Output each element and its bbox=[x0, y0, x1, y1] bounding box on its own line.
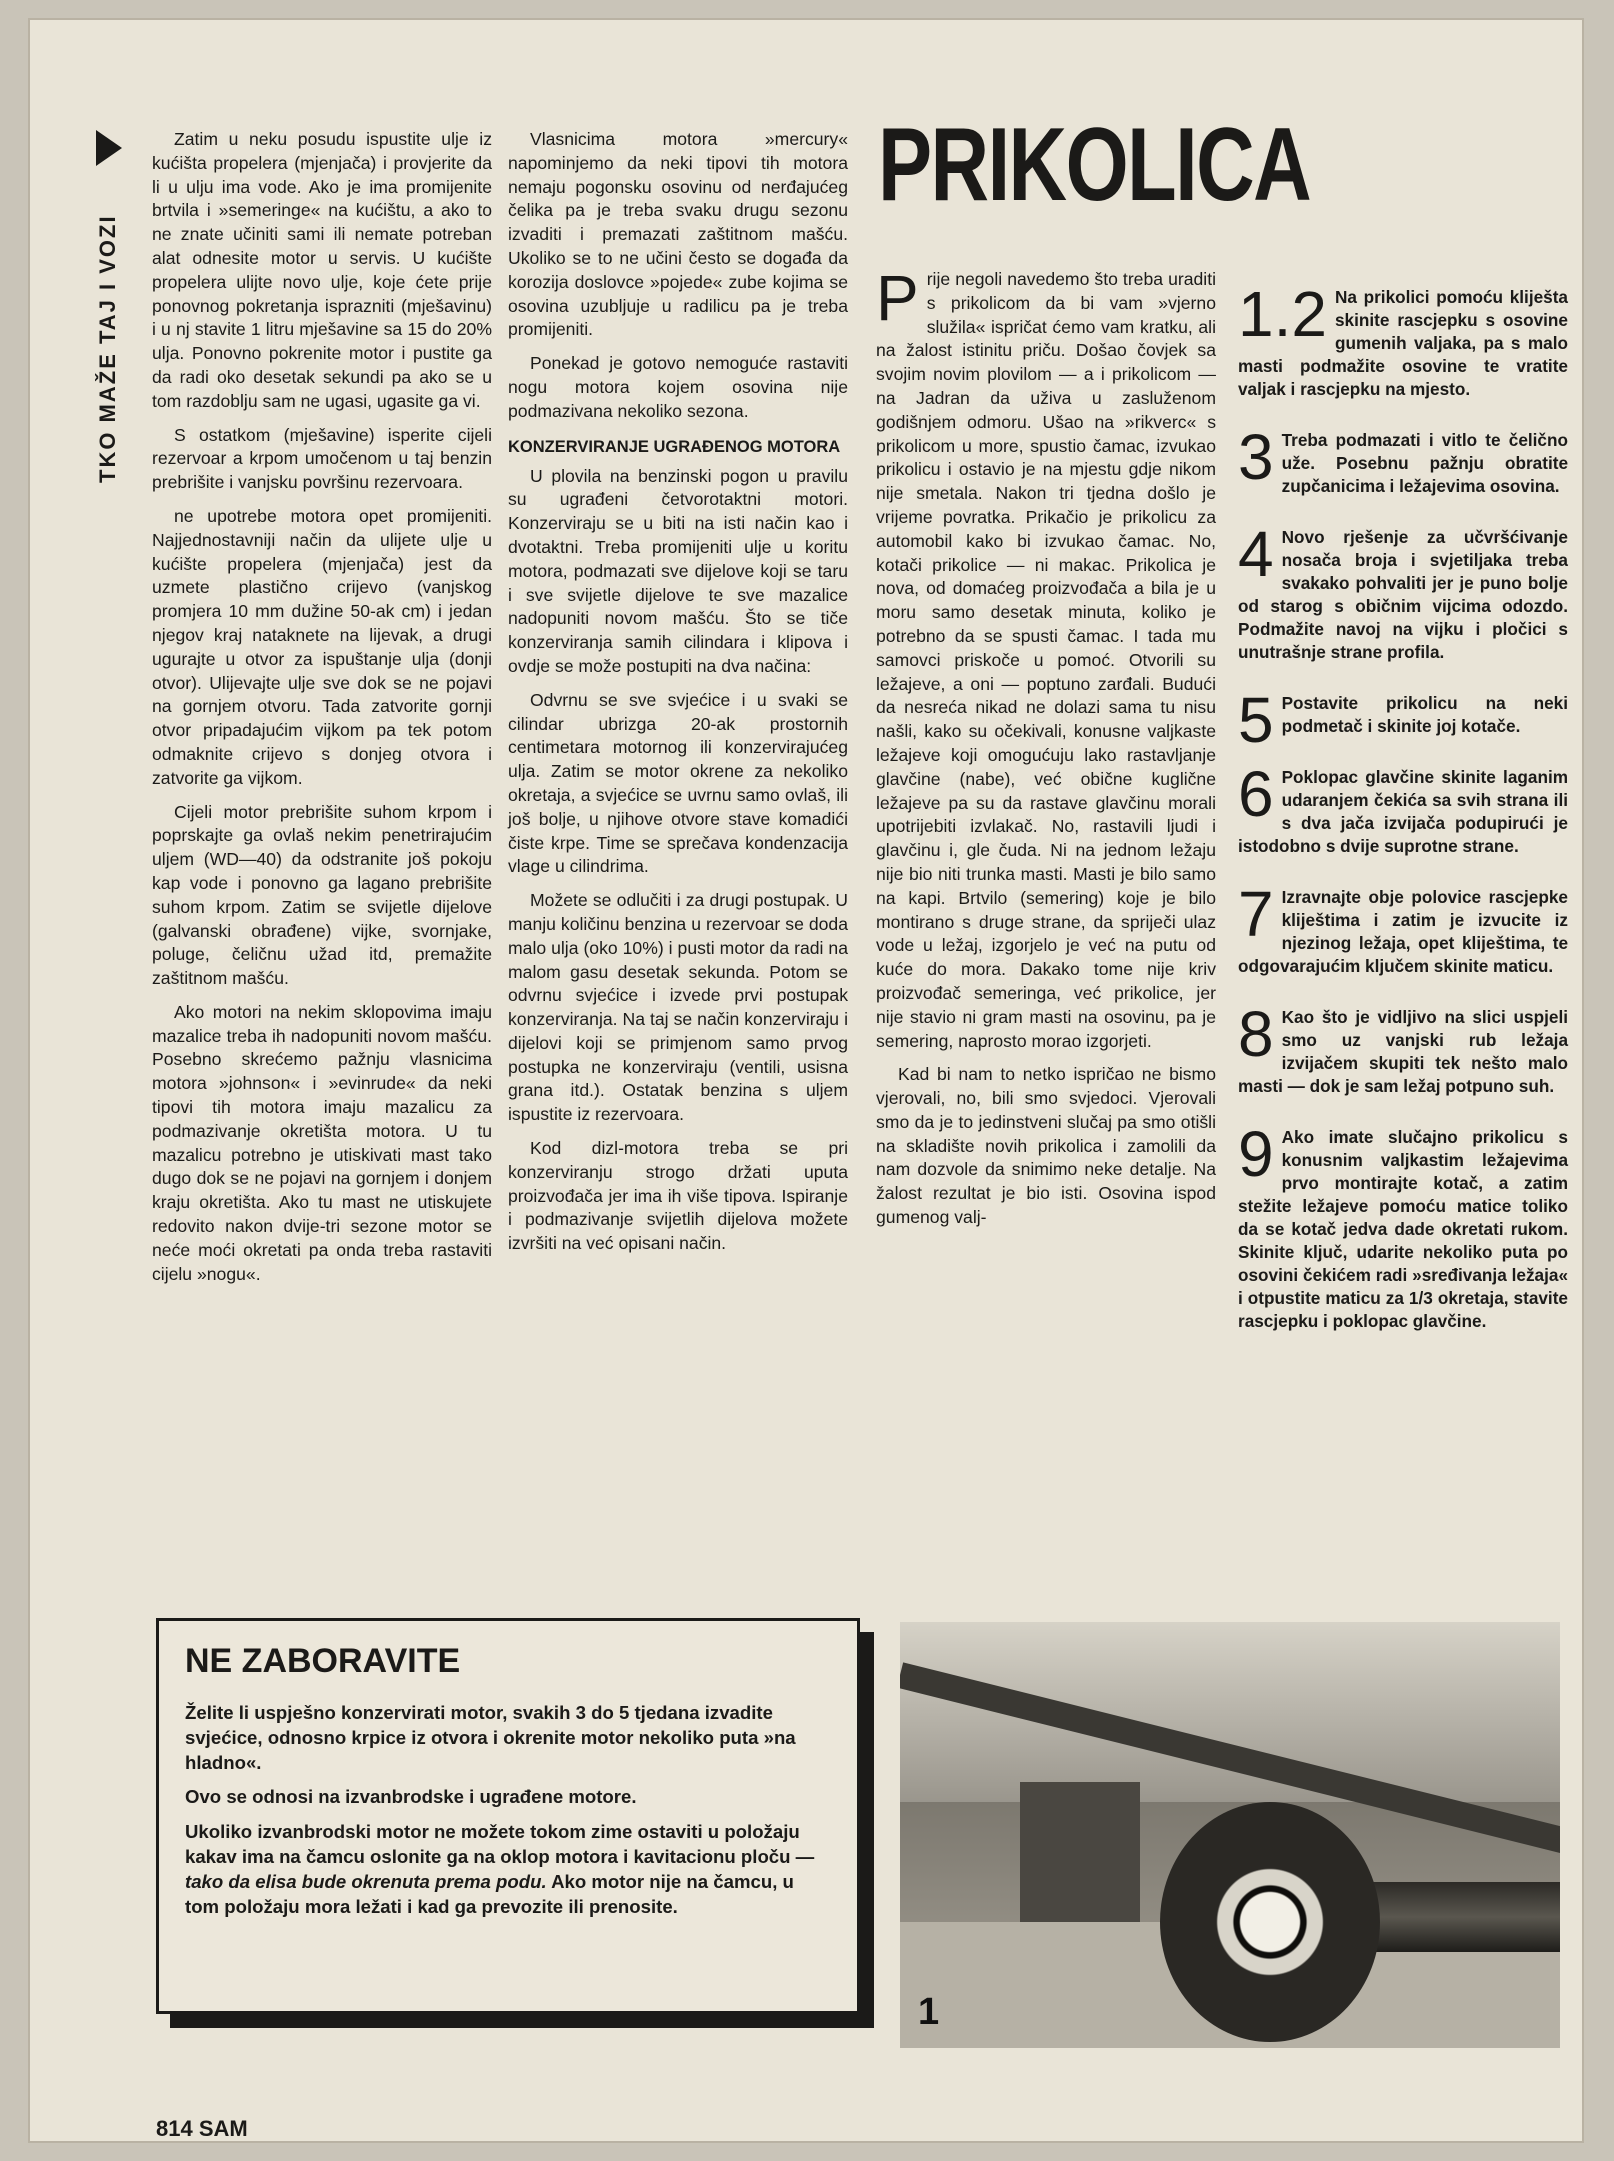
step-text: Ako imate slučajno prikolicu s konusnim valjkastim ležajevima prvo montirajte kotač, a zatim stežite ležajeve pomoću matice toliko da se kotač jedva dade okretati rukom. Skinite ključ, udarite nekoliko puta po osovini čekićem radi »sređivanja ležaja« i otpustite maticu za 1/3 okretaja, stavite rascjepku i poklopac glavčine. bbox=[1238, 1127, 1568, 1331]
step-text: Postavite prikolicu na neki podmetač i skinite joj kotače. bbox=[1281, 693, 1568, 736]
step-item bbox=[1238, 684, 1568, 756]
reminder-text: Ovo se odnosi na izvanbrodske i ugrađene motore. bbox=[185, 1786, 637, 1808]
step-number: 7 bbox=[1238, 878, 1274, 950]
paragraph: S ostatkom (mješavine) isperite cijeli rezervoar a krpom umočenom u taj benzin prebrišite i vanjsku površinu rezervoara. bbox=[152, 424, 492, 493]
photo-wheel bbox=[1160, 1802, 1380, 2042]
reminder-text-part: Ukoliko izvanbrodski motor ne možete tokom zime ostaviti u položaju kakav ima na čamcu oslonite ga na oklop motora i kavitacionu ploču — bbox=[185, 1821, 815, 1867]
step-number: 4 bbox=[1238, 518, 1274, 590]
column-3 bbox=[876, 262, 1216, 1240]
step-text: Poklopac glavčine skinite laganim udaranjem čekića sa svih strana ili s dva jača izvijača podupirući je istodobno s dvije suprotne strane. bbox=[1238, 767, 1568, 856]
step-number: 5 bbox=[1238, 684, 1274, 756]
reminder-text: Želite li uspješno konzervirati motor, svakih 3 do 5 tjedana izvadite svjećice, odnosno krpice iz otvora i okrenite motor nekoliko puta »na hladno«. bbox=[185, 1702, 796, 1773]
paragraph: Ako motori na nekim sklopovima imaju mazalice treba ih nadopuniti novom mašću. Posebno skrećemo pažnju vlasnicima motora »johnson« i »evinrude« da neki tipovi tih motora imaju mazalicu za podmazivanje okretišta motora. U tu mazalicu potrebno je utiskivati mast tako dugo dok se ne pojavi na gornjem i donjem kraju okretišta. Ako tu mast ne utiskujete redovito nakon dvije-tri sezone motor se neće moći okretati pa onda treba rastaviti cijelu »nogu«. bbox=[152, 1001, 492, 1284]
paragraph: rije negoli navedemo što treba uraditi s prikolicom da bi vam »vjerno služila« ispričat ćemo vam kratku, ali na žalost istinitu priču. Došao čovjek sa svojim novim plovilom — a i prikolicom — na Jadran da uživa u zasluženom godišnjem odmoru. Ušao na »rikverc« s prikolicom u more, spustio čamac, izvukao prikolicu i ostavio je na mjestu gdje nikom nije smetala. Nakon tri tjedna došlo je vrijeme povratka. Prikačio je prikolicu za automobil kako bi izvukao čamac. No, kotači prikolice — ni makac. Prikolica je nova, od domaćeg proizvođača a bila je u moru samo desetak minuta, koliko je potrebno da se spusti čamac. I tada mu samovci priskoče u pomoć. Otvorili su ležajeve, a oni — poptuno zarđali. Budući da nesreća nikad ne dolazi sama tu nisu našli, kako su očekivali, konusne valjkaste ležajeve koji omogućuju lako rastavljanje glavčine (nabe), već obične kuglične ležajeve pa su da rastave glavčinu morali upotrijebiti izvlakač. No, rastavili ljudi i glavčinu i, gle čuda. Ni na jednom ležaju nije bio niti trunka masti. Masti je bilo samo na kapi. Brtvilo (semering) koje je bilo montirano s druge strane, da spriječi ulaz vode u ležaj, izgorjelo je već na putu od kuće do mora. Dakako tome nije kriv proizvođač semeringa, već prikolice, jer nije stavio ni gram masti na osovinu, pa je semering, naprosto morao izgorjeti. bbox=[876, 269, 1216, 1051]
step-item bbox=[1238, 421, 1568, 498]
step-item bbox=[1238, 278, 1568, 401]
step-item bbox=[1238, 518, 1568, 664]
paragraph: Zatim u neku posudu ispustite ulje iz kućišta propelera (mjenjača) i provjerite da li u ulju ima vode. Ako je ima promijenite brtvila i »semeringe« na kućištu, a ako to ne znate učiniti sami ili nemate potreban alat odnesite motor u servis. U kućište propelera ulijte novo ulje, koje ćete prije ponovnog pokretanja isprazniti (mješavinu) i u nj stavite 1 litru mješavine sa 15 do 20% ulja. Ponovno pokrenite motor i pustite ga da radi oko desetak sekundi pa ako se u tom razdoblju sam ne ugasi, ugasite ga vi. bbox=[152, 129, 492, 411]
step-text: Na prikolici pomoću kliješta skinite rascjepku s osovine gumenih valjaka, pa s malo masti podmažite osovine te vratite valjak i rascjepku na mjesto. bbox=[1238, 287, 1568, 399]
reminder-text-part: Ako motor nije na čamcu, u tom položaju mora ležati i kad ga prevozite ili prenosite. bbox=[185, 1870, 794, 1917]
figure-number: 1 bbox=[918, 1991, 940, 2033]
paragraph: Vlasnicima motora »mercury« napominjemo da neki tipovi tih motora nemaju pogonsku osovinu od nerđajućeg čelika pa je treba svaku drugu sezonu izvaditi i premazati zaštitnom mašću. Ukoliko se to ne učini često se događa da korozija doslovce »pojede« zube kojima se osovina uzubljuje u radilicu pa je treba promijeniti. bbox=[508, 129, 848, 340]
page-footer: 814 SAM bbox=[156, 2116, 248, 2141]
paragraph: Odvrnu se sve svjećice i u svaki se cilindar ubrizga 20-ak prostornih centimetara motornog ili konzervirajućeg ulja. Zatim se motor okrene za nekoliko okretaja, a svjećice se uvrnu samo ovlaš, ili još bolje, u njihove otvore stave komadići čiste krpe. Time se sprečava kondenzacija vlage u cilindrima. bbox=[508, 689, 848, 877]
paragraph: ne upotrebe motora opet promijeniti. Najjednostavniji način da ulijete ulje u kućište propelera (mjenjača) jest da uzmete plastično crijevo (vanjskog promjera 10 mm dužine 50-ak cm) i jedan njegov kraj nataknete na lijevak, a drugi ugurajte u otvor za ispuštanje ulja (donji otvor). Ulijevajte ulje sve dok se ne pojavi na gornjem otvoru. Tada zatvorite gornji otvor pripadajućim vijkom pa tek potom odmaknite crijevo s donjeg otvora i zatvorite ga vijkom. bbox=[152, 505, 492, 788]
section-label: TKO MAŽE TAJ I VOZI bbox=[95, 214, 120, 483]
reminder-heading: NE ZABORAVITE bbox=[185, 1642, 461, 1680]
photo-building bbox=[1020, 1782, 1140, 1922]
section-sidebar bbox=[88, 130, 136, 490]
step-item bbox=[1238, 758, 1568, 858]
step-number: 9 bbox=[1238, 1118, 1274, 1190]
paragraph: Možete se odlučiti i za drugi postupak. U manju količinu benzina u rezervoar se doda malo ulja (oko 10%) i pusti motor da radi na malom gasu desetak sekunda. Potom se odvrnu svjećice i izvede prvi postupak konzerviranja. Na taj se način konzerviraju i dijelovi koji se primjenom samo prvog postupka ne konzerviraju (ventili, usisna grana itd.). Ostatak benzina s uljem ispustite iz rezervoara. bbox=[508, 890, 848, 1125]
paragraph: Kod dizl-motora treba se pri konzerviranju strogo držati uputa proizvođača jer ima ih više tipova. Ispiranje i podmazivanje svijetlih dijelova možete izvršiti na već opisani način. bbox=[508, 1138, 848, 1254]
step-number: 6 bbox=[1238, 758, 1274, 830]
drop-cap: P bbox=[876, 262, 919, 334]
step-text: Novo rješenje za učvršćivanje nosača broja i svjetiljaka treba svakako pohvaliti jer je puno bolje od starog s običnim vijcima odozdo. Podmažite navoj na vijku i pločici s unutrašnje strane profila. bbox=[1238, 527, 1568, 662]
column-2 bbox=[508, 128, 848, 1266]
step-number: 3 bbox=[1238, 421, 1274, 493]
step-text: Izravnajte obje polovice rascjepke kliještima i zatim je izvucite iz njezinog ležaja, opet kliještima, te odgovarajućim ključem skinite maticu. bbox=[1238, 887, 1568, 976]
paragraph: Ponekad je gotovo nemoguće rastaviti nogu motora kojem osovina nije podmazivana nekoliko sezona. bbox=[508, 353, 848, 421]
reminder-emphasis: tako da elisa bude okrenuta prema podu. bbox=[185, 1870, 547, 1892]
reminder-box bbox=[156, 1618, 860, 2014]
trailer-wheel-photo bbox=[900, 1622, 1560, 2048]
magazine-page bbox=[28, 18, 1584, 2143]
article-title: PRIKOLICA bbox=[878, 107, 1311, 223]
step-item bbox=[1238, 1118, 1568, 1333]
step-item bbox=[1238, 998, 1568, 1098]
arrow-icon bbox=[96, 130, 122, 166]
step-number: 8 bbox=[1238, 998, 1274, 1070]
paragraph: Kad bi nam to netko ispričao ne bismo vjerovali, no, bili smo svjedoci. Vjerovali smo da je to jedinstveni slučaj pa smo otišli na skladište novih prikolica i zamolili da nam dozvole da snimimo neke detalje. Na žalost rezultat je bio isti. Osovina ispod gumenog valj- bbox=[876, 1064, 1216, 1228]
paragraph: U plovila na benzinski pogon u pravilu su ugrađeni četvorotaktni motori. Konzerviraju se u biti na isti način kao i dvotaktni. Treba promijeniti ulje u koritu motora, podmazati sve dijelove koji se taru i sve svijetle dijelove te sve mazalice nadopuniti novom mašću. Što se tiče konzerviranja samih cilindara i klipova i ovdje se može postupiti na dva načina: bbox=[508, 465, 848, 676]
steps-list bbox=[1238, 278, 1568, 1361]
paragraph: Cijeli motor prebrišite suhom krpom i poprskajte ga ovlaš nekim penetrirajućim uljem (WD—40) da odstranite još pokoju kap vode i ponovno ga lagano prebrišite suhom krpom. Zatim se svijetle dijelove (galvanski obrađene) vijke, svornjake, poluge, čeličnu užad itd, premažite zaštitnom mašću. bbox=[152, 801, 492, 989]
step-text: Treba podmazati i vitlo te čelično uže. Posebnu pažnju obratite zupčanicima i ležajevima osovina. bbox=[1281, 430, 1568, 496]
section-heading: KONZERVIRANJE UGRAĐENOG MOTORA bbox=[508, 437, 841, 456]
reminder-text bbox=[185, 1820, 831, 1919]
step-text: Kao što je vidljivo na slici uspjeli smo uz vanjski rub ležaja izvijačem skupiti tek nešto malo masti — dok je sam ležaj potpuno suh. bbox=[1238, 1007, 1568, 1096]
step-item bbox=[1238, 878, 1568, 978]
column-1 bbox=[152, 128, 492, 1296]
step-number: 1.2 bbox=[1238, 278, 1327, 350]
